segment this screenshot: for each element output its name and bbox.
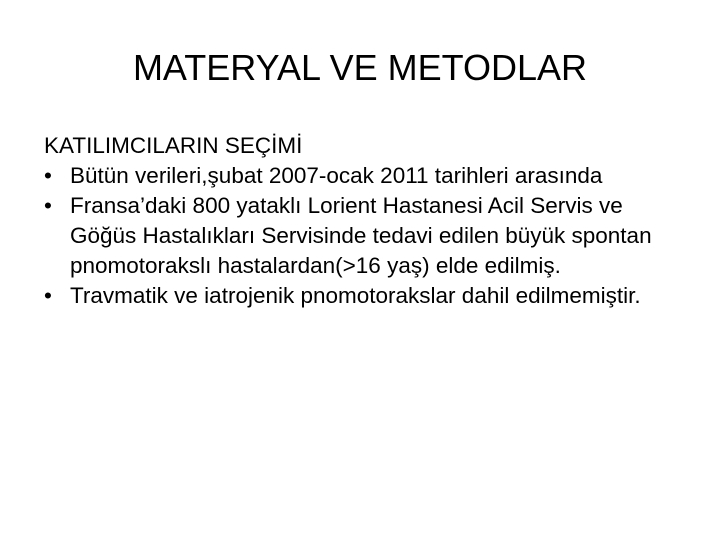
slide-title: MATERYAL VE METODLAR [132,47,588,88]
bullet-item-patient-source [44,191,684,281]
section-heading: KATILIMCILARIN SEÇİMİ [44,133,303,158]
bullet-text: Fransa’daki 800 yataklı Lorient Hastanesi Acil Servis ve Göğüs Hastalıkları Servisinde tedavi edilen büyük spontan pnomotorakslı hastalardan(>16 yaş) elde edilmiş. [70,193,652,278]
bullet-icon: • [44,193,52,218]
bullet-list [44,161,684,311]
bullet-item-exclusion [44,281,684,311]
slide-body [44,131,684,311]
bullet-icon: • [44,163,52,188]
bullet-text: Bütün verileri,şubat 2007-ocak 2011 tarihleri arasında [70,163,603,188]
bullet-icon: • [44,283,52,308]
bullet-text: Travmatik ve iatrojenik pnomotorakslar dahil edilmemiştir. [70,283,641,308]
bullet-item-date-range [44,161,684,191]
